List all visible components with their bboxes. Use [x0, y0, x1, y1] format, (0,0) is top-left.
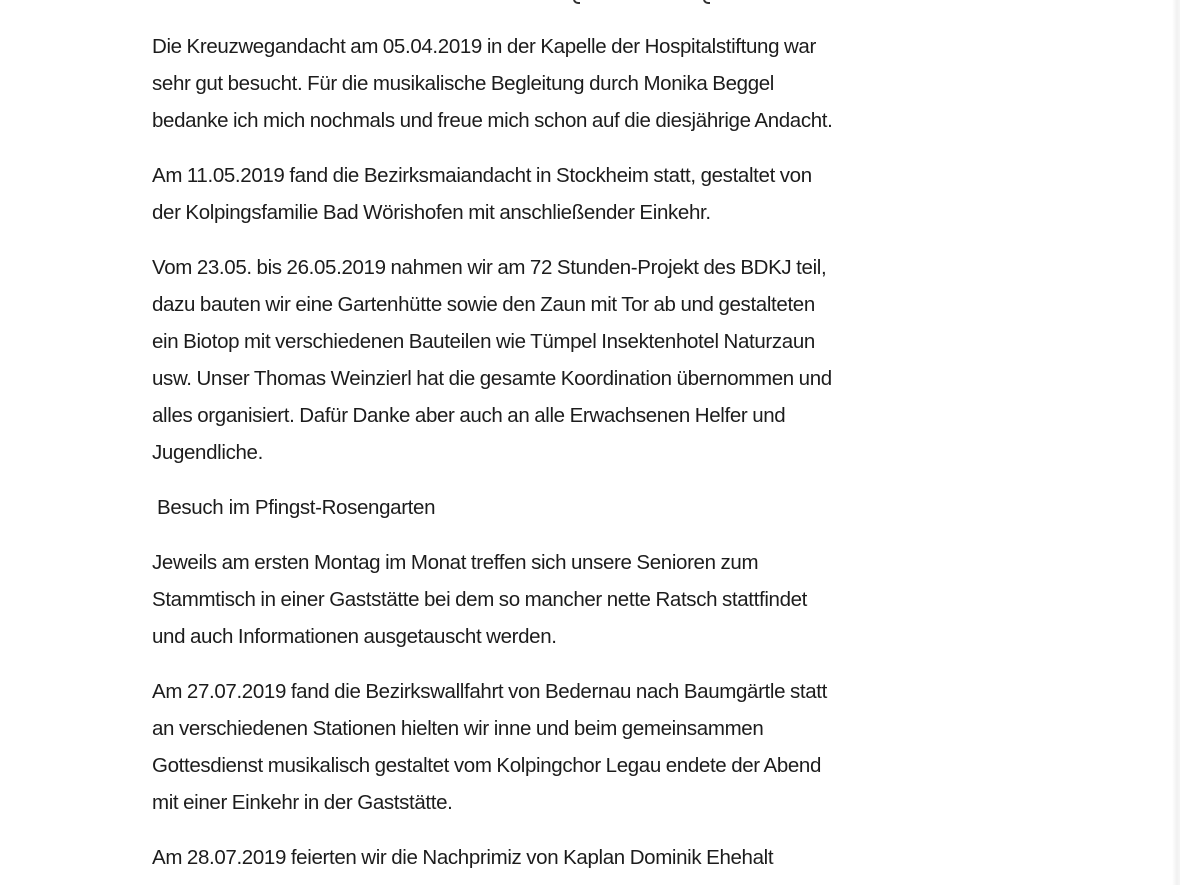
text-line: an verschiedenen Stationen hielten wir inne und beim gemeinsammen [152, 717, 764, 740]
section-heading: Besuch im Pfingst-Rosengarten [157, 496, 436, 519]
text-line: Am 28.07.2019 feierten wir die Nachprimiz von Kaplan Dominik Ehehalt [152, 846, 774, 869]
text-line: der Kolpingsfamilie Bad Wörishofen mit anschließender Einkehr. [152, 201, 711, 224]
text-line: alles organisiert. Dafür Danke aber auch an alle Erwachsenen Helfer und [152, 404, 786, 427]
text-line: sehr gut besucht. Für die musikalische Begleitung durch Monika Beggel [152, 72, 775, 95]
text-line: mit einer Einkehr in der Gaststätte. [152, 791, 453, 814]
text-line: usw. Unser Thomas Weinzierl hat die gesamte Koordination übernommen und [152, 367, 832, 390]
text-line: Am 27.07.2019 fand die Bezirkswallfahrt von Bedernau nach Baumgärtle statt [152, 680, 827, 703]
paragraph-nachprimiz [152, 839, 1032, 876]
paragraph-bezirksmaiandacht [152, 157, 1032, 231]
descender-fragment [702, 0, 710, 4]
document-body [152, 28, 1032, 894]
text-line: Gottesdienst musikalisch gestaltet vom Kolpingchor Legau endete der Abend [152, 754, 822, 777]
paragraph-72-stunden-projekt [152, 249, 1032, 471]
text-line: Jeweils am ersten Montag im Monat treffen sich unsere Senioren zum [152, 551, 759, 574]
scan-edge-shadow [1172, 0, 1180, 885]
text-line: Die Kreuzwegandacht am 05.04.2019 in der Kapelle der Hospitalstiftung war [152, 35, 816, 58]
text-line: Stammtisch in einer Gaststätte bei dem so mancher nette Ratsch stattfindet [152, 588, 808, 611]
text-line: Vom 23.05. bis 26.05.2019 nahmen wir am 72 Stunden-Projekt des BDKJ teil, [152, 256, 827, 279]
paragraph-kreuzwegandacht [152, 28, 1032, 139]
text-line: Am 11.05.2019 fand die Bezirksmaiandacht in Stockheim statt, gestaltet von [152, 164, 812, 187]
text-line: dazu bauten wir eine Gartenhütte sowie den Zaun mit Tor ab und gestalteten [152, 293, 815, 316]
paragraph-senioren-stammtisch [152, 544, 1032, 655]
text-line: ein Biotop mit verschiedenen Bauteilen wie Tümpel Insektenhotel Naturzaun [152, 330, 815, 353]
cut-off-text-line [0, 0, 1180, 4]
text-line: bedanke ich mich nochmals und freue mich schon auf die diesjährige Andacht. [152, 109, 833, 132]
text-line: Jugendliche. [152, 441, 263, 464]
descender-fragment [572, 0, 580, 4]
paragraph-bezirkswallfahrt [152, 673, 1032, 821]
text-line: und auch Informationen ausgetauscht werden. [152, 625, 557, 648]
